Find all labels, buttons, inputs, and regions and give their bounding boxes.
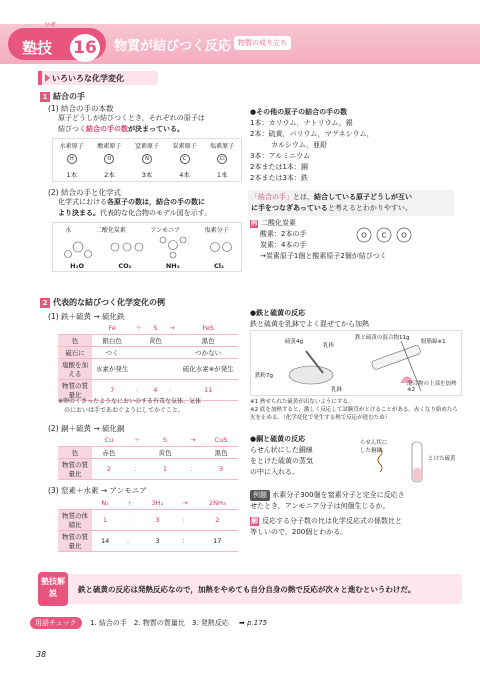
r1-title: (1) 鉄＋硫黄 → 硫化鉄	[48, 312, 125, 321]
cell: Cu	[92, 434, 126, 446]
fe-note-2: ※2 底を加熱すると，激しく反応して試験管がとけることがある。赤くなり始めたら火を止める。（化学変化で発生する熱で反応が進むため）	[250, 407, 458, 421]
molecule-names	[53, 225, 241, 234]
cell	[145, 358, 165, 379]
p2-line1	[58, 197, 248, 208]
answer-text: 等しいので，200個とわかる。	[250, 528, 348, 536]
bond-count: 2本	[104, 171, 115, 179]
cell: 11	[178, 379, 238, 400]
bond-count: 3本	[141, 171, 153, 179]
cell: ：	[174, 530, 197, 551]
formula: H₂O	[70, 262, 84, 270]
p1-text	[58, 113, 258, 135]
cell	[165, 334, 178, 346]
p2-title: (2) 結合の手と化学式	[48, 188, 122, 197]
note-line2	[251, 203, 451, 214]
cell	[165, 346, 178, 358]
cell: 2	[92, 458, 126, 479]
cell: FeS	[178, 322, 238, 334]
example-title: 二酸化炭素	[261, 219, 296, 227]
bond-list	[250, 107, 450, 184]
bond-hand-note	[248, 190, 454, 216]
bond-list-title: ●その他の原子の結合の手の数	[250, 108, 348, 116]
molecule-name: 塩素分子	[204, 227, 229, 234]
p2-c: より決まる。	[58, 209, 100, 217]
term-items: 1. 結合の手 2. 物質の質量比 3. 発熱反応	[90, 619, 229, 627]
fe-experiment-figure	[250, 330, 462, 396]
label-cotton: 脱脂綿※1	[421, 339, 446, 345]
p1-line1: 原子どうしが結びつくとき，それぞれの原子は	[58, 114, 205, 122]
note-a: 「結合の手」	[251, 193, 293, 201]
example-text: 水素分子300個を窒素分子と完全に反応さ	[272, 491, 405, 499]
table-row	[58, 530, 238, 551]
table-row	[58, 509, 238, 530]
formula: Cl₂	[213, 262, 224, 270]
cell: つかない	[178, 346, 238, 358]
row-label: 塩酸を加える	[58, 358, 92, 379]
explanation-text: 鉄と硫黄の反応は発熱反応なので，加熱をやめても自分自身の熱で反応が次々と進むというわけだ。	[78, 585, 416, 594]
cell	[132, 346, 145, 358]
cell: 3H₂	[141, 497, 173, 509]
cu-title: ●銅と硫黄の反応	[250, 435, 306, 443]
fe-note-1: ※1 熱せられた硫黄が出ないようにする。	[250, 399, 354, 405]
p1-b: 結合の手の数	[86, 125, 128, 133]
p1-a: 結びつく	[58, 125, 86, 133]
bond-line: 2本：硫黄，バリウム，マグネシウム，	[250, 130, 374, 138]
cell: 銀白色	[92, 334, 132, 346]
page-number: 38	[36, 650, 47, 659]
atom-bond-box	[52, 138, 242, 182]
cell: →	[174, 497, 197, 509]
cell: CuS	[204, 434, 238, 446]
fe-experiment-title	[250, 308, 460, 330]
bond-count: 1本	[66, 171, 78, 179]
p2-d: 代表的な化合物のモデル図を示す。	[100, 209, 212, 217]
row-label: 色	[58, 446, 92, 458]
label-mortar: 乳鉢	[331, 387, 343, 393]
note-line: のにおいは手であおぐようにしてかぐこと。	[58, 407, 185, 414]
cell: 黒色	[204, 446, 238, 458]
s2-title: 代表的な結びつく化学変化の例	[53, 298, 165, 307]
fe-title: ●鉄と硫黄の反応	[250, 309, 306, 317]
bond-counts	[53, 170, 241, 179]
cell: 14	[92, 530, 118, 551]
atom-name: 窒素原子	[134, 143, 159, 150]
cell: ＋	[118, 497, 141, 509]
arrow-icon	[45, 74, 50, 82]
table-row	[58, 458, 238, 479]
row-label: 磁石に	[58, 346, 92, 358]
table-head	[58, 434, 238, 446]
fe-notes	[250, 398, 462, 422]
term-check-badge: 用語チェック	[30, 617, 82, 629]
atom-model: O	[104, 154, 114, 164]
cell: ：	[182, 458, 204, 479]
cell: 黄色	[145, 334, 165, 346]
table-row	[58, 346, 238, 358]
s1-number: 1	[40, 92, 50, 102]
row-label: 物質の体積比	[58, 509, 92, 530]
note-c: 結合している原子どうしが互い	[314, 193, 412, 201]
atom-model: N	[142, 154, 152, 164]
molecule-name: アンモニア	[150, 227, 181, 234]
cell: N₂	[92, 497, 118, 509]
bond-line: 2本または1本：銅	[250, 163, 308, 171]
corner	[58, 434, 92, 446]
p2-b: 各原子の数は，結合の手の数に	[107, 198, 205, 206]
molecule-box	[52, 222, 242, 272]
p2-text	[58, 197, 248, 219]
p1-title: (1) 結合の手の本数	[48, 104, 114, 113]
page-header	[0, 24, 480, 64]
atom-model: H	[67, 154, 77, 164]
cell: Fe	[92, 322, 132, 334]
cell: ：	[132, 379, 145, 400]
n-h-table	[58, 497, 238, 552]
cell	[182, 446, 204, 458]
note-b: とは，	[293, 193, 314, 201]
cell: →	[182, 434, 204, 446]
note-d: に手をつなぎあっている	[251, 204, 328, 212]
example-badge: 例	[250, 220, 257, 227]
example-text: せたとき，アンモニア分子は何個生じるか。	[250, 502, 390, 510]
row-label: 色	[58, 334, 92, 346]
explanation-box	[38, 574, 462, 604]
table-head	[58, 322, 238, 334]
cell: 7	[92, 379, 132, 400]
p1-c: が決まっている。	[128, 125, 184, 133]
molecule-name: 二酸化炭素	[95, 227, 126, 234]
cell: ：	[174, 509, 197, 530]
label-iron: 鉄粉7g	[255, 373, 273, 379]
r3-title: (3) 窒素＋水素 → アンモニア	[48, 486, 147, 495]
cell: ：	[126, 458, 148, 479]
cell: 2NH₃	[197, 497, 238, 509]
atom-names	[53, 141, 241, 150]
cell	[126, 446, 148, 458]
cell: 赤色	[92, 446, 126, 458]
section-heading	[38, 71, 158, 85]
cell: つく	[92, 346, 132, 358]
r1-note	[58, 397, 248, 415]
s1-title: 結合の手	[53, 92, 85, 101]
cu-text: の中に入れる。	[250, 468, 299, 476]
atom-name: 水素原子	[59, 143, 84, 150]
row-label: 物質の質量比	[58, 458, 92, 479]
answer-text: 反応する分子数の比は化学反応式の係数比と	[262, 517, 402, 525]
label-copper-wire: らせん状にした銅線	[360, 440, 388, 454]
cell	[132, 334, 145, 346]
note-e: と考えるとわかりやすい。	[327, 204, 412, 212]
cell: 1	[92, 509, 118, 530]
cell: 黄色	[148, 446, 182, 458]
corner	[58, 497, 92, 509]
svg-text:O: O	[401, 231, 407, 240]
waza-ruby: ワザ	[44, 22, 57, 29]
bond-count: 1本	[216, 171, 228, 179]
cell: 黒色	[178, 334, 238, 346]
s1-heading	[40, 91, 240, 102]
example-result: →炭素原子1個と酸素原子2個が結びつく	[260, 252, 387, 260]
explanation-badge: 塾技解説	[38, 572, 68, 606]
bond-line: カルシウム，亜鉛	[250, 141, 327, 149]
example-oxygen: 酸素：2本の手	[260, 230, 307, 238]
jukugi-label: 塾技	[22, 39, 53, 57]
p2-a: 化学式における	[58, 198, 107, 206]
answer-label: 解	[251, 517, 258, 525]
cell: ：	[118, 509, 141, 530]
molecule-name: 水	[65, 227, 72, 234]
atom-model: Cl	[217, 154, 227, 164]
s2-heading	[40, 297, 260, 308]
bond-count: 4本	[179, 171, 190, 179]
cell: 1	[148, 458, 182, 479]
section-title: いろいろな化学変化	[52, 74, 124, 83]
header-pill	[8, 22, 106, 60]
cu-s-table	[58, 434, 238, 480]
table-row	[58, 334, 238, 346]
cell: ＋	[132, 322, 145, 334]
co2-model-svg	[354, 226, 414, 244]
bond-line: 3本：アルミニウム	[250, 152, 311, 160]
corner	[58, 322, 92, 334]
cu-text: らせん状にした銅線	[250, 446, 313, 454]
molecule-models-svg	[53, 234, 243, 260]
formula: CO₂	[118, 262, 132, 270]
cell: ＋	[126, 434, 148, 446]
cell: ：	[165, 379, 178, 400]
fe-text: 鉄と硫黄を乳鉢でよく混ぜてから加熱	[250, 320, 369, 328]
term-ref-link[interactable]: ➡ p.175	[238, 619, 268, 627]
cell: 17	[197, 530, 238, 551]
p2-line2	[58, 208, 248, 219]
bond-line: 2本または3本：鉄	[250, 174, 308, 182]
r2-title: (2) 銅＋硫黄 → 硫化銅	[48, 424, 125, 433]
term-check	[30, 617, 330, 631]
atom-name: 塩素原子	[210, 143, 235, 150]
example-carbon: 炭素：4本の手	[260, 241, 307, 249]
svg-text:C: C	[381, 231, 387, 240]
cell: 4	[145, 379, 165, 400]
cu-text: をとけた硫黄の蒸気	[250, 457, 313, 465]
cell	[132, 358, 145, 379]
table-row	[58, 446, 238, 458]
p1-line2	[58, 124, 258, 135]
label-molten-sulfur: とけた硫黄	[428, 456, 456, 462]
label-heat: 混合物の上部を加熱※2	[407, 381, 457, 393]
row-label: 物質の質量比	[58, 379, 92, 400]
atom-models	[53, 154, 241, 164]
formula: NH₃	[165, 262, 180, 270]
cell: 3	[141, 509, 173, 530]
fe-s-table	[58, 322, 238, 401]
label-sulfur: 硫黄4g	[285, 339, 303, 345]
lesson-number: 16	[70, 34, 100, 62]
cell: →	[165, 322, 178, 334]
table-row	[58, 358, 238, 379]
page-title: 物質が結びつく反応	[114, 39, 232, 54]
example-label: 例題	[250, 490, 270, 501]
atom-model: C	[180, 154, 190, 164]
table-head	[58, 497, 238, 509]
cell: ：	[118, 530, 141, 551]
topic-tag: 物質の成り立ち	[234, 36, 291, 50]
note-line1	[251, 192, 451, 203]
cell	[145, 346, 165, 358]
cell	[165, 358, 178, 379]
example-problem	[250, 490, 462, 538]
bond-line: 1本：カリウム，ナトリウム，銀	[250, 119, 353, 127]
cell: 2	[197, 509, 238, 530]
cu-figure	[360, 438, 460, 486]
cell: 硫化水素※が発生	[178, 358, 238, 379]
row-label: 物質の質量比	[58, 530, 92, 551]
cell: 3	[204, 458, 238, 479]
atom-name: 炭素原子	[172, 143, 197, 150]
svg-text:O: O	[361, 231, 367, 240]
atom-name: 酸素原子	[97, 143, 122, 150]
cell: S	[148, 434, 182, 446]
label-mixture: 鉄と硫黄の混合物11g	[355, 335, 410, 341]
cell: S	[145, 322, 165, 334]
note-line: ※卵のくさったようなにおいのする有毒な気体。気体	[58, 398, 202, 405]
molecule-formulas	[53, 262, 241, 270]
cell: 水素が発生	[92, 358, 132, 379]
s2-number: 2	[40, 298, 50, 308]
label-pestle: 乳棒	[323, 343, 335, 349]
cell: 3	[141, 530, 173, 551]
